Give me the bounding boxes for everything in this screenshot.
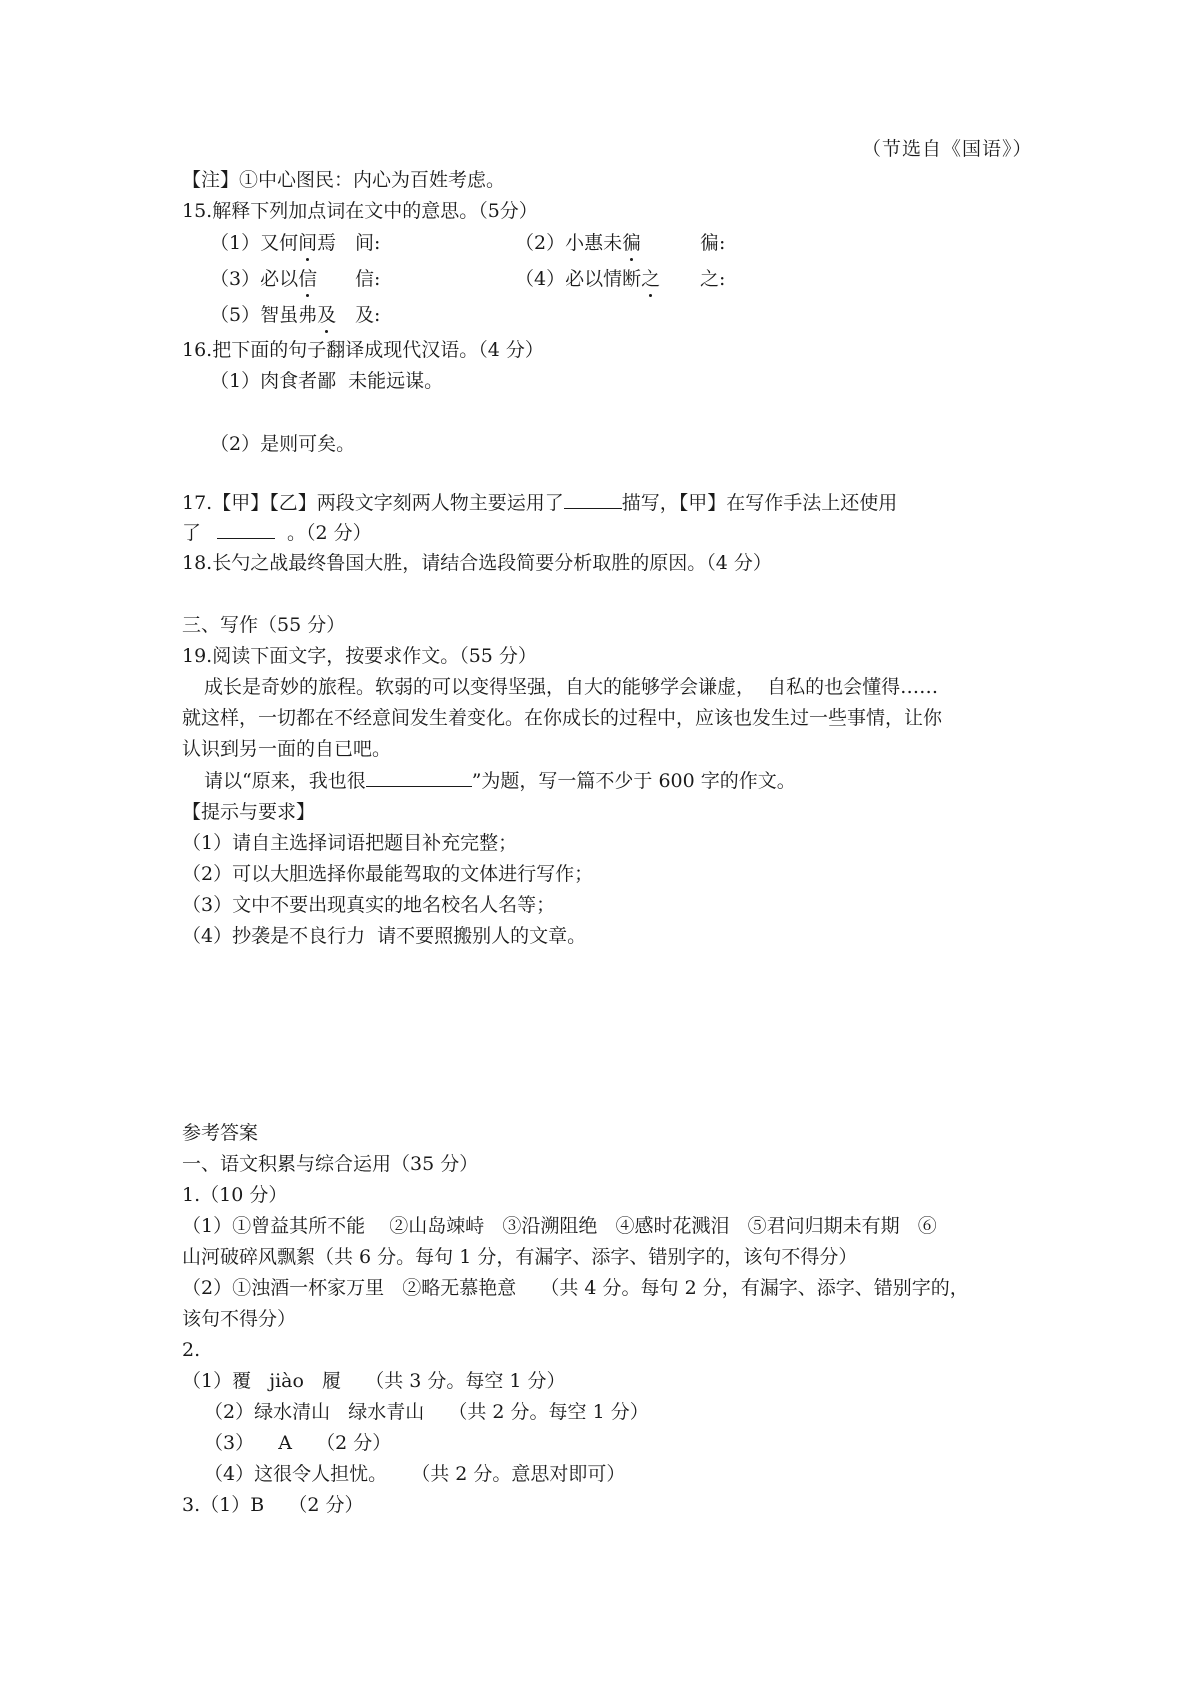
answer-q2-1: （1）覆 jiào 履 （共 3 分。每空 1 分） [182, 1370, 566, 1392]
tips-title: 【提示与要求】 [182, 801, 316, 823]
q15-item-1 [210, 230, 336, 256]
q17-text-a: 17.【甲】【乙】两段文字刻两人物主要运用了 [182, 492, 564, 514]
q17-text-c: 了 [182, 522, 202, 544]
tip-item: （2）可以大胆选择你最能驾取的文体进行写作； [182, 863, 594, 885]
q16-stem: 16.把下面的句子翻译成现代汉语。（4 分） [182, 339, 544, 361]
emphasis-dot-char: 之 [641, 268, 661, 290]
q16-sentence-2: （2）是则可矣。 [210, 433, 356, 455]
answer-q1-2-line-1: （2）①浊酒一杯家万里 ②略无慕艳意 （共 4 分。每句 2 分，有漏字、添字、错别字的， [182, 1277, 969, 1299]
q18-stem: 18.长勺之战最终鲁国大胜，请结合选段简要分析取胜的原因。（4 分） [182, 552, 772, 574]
answer-q2-2: （2）绿水清山 绿水青山 （共 2 分。每空 1 分） [204, 1401, 649, 1423]
answer-q2-head: 2. [182, 1339, 201, 1361]
emphasis-dot-char: 徧 [622, 232, 642, 254]
answer-q2-3: （3） A （2 分） [204, 1432, 392, 1454]
answer-q2-4: （4）这很令人担忧。 （共 2 分。意思对即可） [204, 1463, 626, 1485]
q15-item-1-tail: 焉 [317, 232, 337, 254]
q15-item-2-text: （2）小惠未 [515, 232, 623, 254]
q19-stem: 19.阅读下面文字，按要求作文。（55 分） [182, 645, 537, 667]
section-heading-writing: 三、写作（55 分） [182, 614, 346, 636]
q17-line-2 [182, 520, 372, 546]
tip-item: （1）请自主选择词语把题目补充完整； [182, 832, 518, 854]
q15-item-5-key: 及: [355, 304, 381, 326]
q19-paragraph-line-1: 成长是奇妙的旅程。软弱的可以变得坚强，自大的能够学会谦虚， 自私的也会懂得…… [204, 676, 939, 698]
answer-q1-1-line-1: （1）①曾益其所不能 ②山岛竦峙 ③沿溯阻绝 ④感时花溅泪 ⑤君问归期未有期 ⑥ [182, 1215, 937, 1237]
source-note: （节选自《国语》） [862, 138, 1033, 160]
q15-item-5-text: （5）智虽弗 [210, 304, 318, 326]
answers-section-1: 一、语文积累与综合运用（35 分） [182, 1153, 479, 1175]
q15-item-3-key: 信: [355, 268, 381, 290]
answer-q1-2-line-2: 该句不得分） [182, 1308, 297, 1330]
q15-stem: 15.解释下列加点词在文中的意思。（5分） [182, 200, 538, 222]
q17-text-d: 。（2 分） [287, 522, 372, 544]
q15-item-4-key: 之: [700, 268, 726, 290]
answer-blank[interactable] [217, 520, 275, 539]
tip-item: （3）文中不要出现真实的地名校名人名等； [182, 894, 556, 916]
answer-q3-1: 3.（1）B （2 分） [182, 1494, 364, 1516]
q16-sentence-1: （1）肉食者鄙 未能远谋。 [210, 370, 444, 392]
answer-blank[interactable] [564, 490, 622, 509]
q15-item-1-text: （1）又何 [210, 232, 299, 254]
answers-title: 参考答案 [182, 1122, 259, 1144]
title-blank[interactable] [366, 768, 472, 787]
emphasis-dot-char: 信 [298, 268, 318, 290]
q15-item-1-key: 间: [355, 232, 381, 254]
q17-line-1 [182, 490, 897, 516]
q19-prompt-text-a: 请以“原来，我也很 [204, 770, 366, 792]
q17-text-b: 描写，【甲】在写作手法上还使用 [621, 492, 898, 514]
q15-item-5 [210, 302, 336, 328]
q19-prompt-text-b: ”为题，写一篇不少于 600 字的作文。 [471, 770, 796, 792]
emphasis-dot-char: 间 [298, 232, 318, 254]
tip-item: （4）抄袭是不良行力 请不要照搬别人的文章。 [182, 925, 587, 947]
q15-item-2-key: 徧: [700, 232, 726, 254]
q15-item-2 [515, 230, 641, 256]
q15-item-3-text: （3）必以 [210, 268, 299, 290]
q15-item-4-text: （4）必以情断 [515, 268, 642, 290]
q19-paragraph-line-2: 就这样，一切都在不经意间发生着变化。在你成长的过程中，应该也发生过一些事情，让你 [182, 707, 943, 729]
annotation: 【注】①中心图民：内心为百姓考虑。 [182, 169, 506, 191]
q15-item-4 [515, 266, 660, 292]
q19-paragraph-line-3: 认识到另一面的自已吧。 [182, 738, 392, 760]
q19-prompt [204, 768, 796, 794]
q15-item-3 [210, 266, 317, 292]
answer-q1-head: 1.（10 分） [182, 1184, 288, 1206]
emphasis-dot-char: 及 [317, 304, 337, 326]
answer-q1-1-line-2: 山河破碎风飘絮（共 6 分。每句 1 分，有漏字、添字、错别字的，该句不得分） [182, 1246, 858, 1268]
